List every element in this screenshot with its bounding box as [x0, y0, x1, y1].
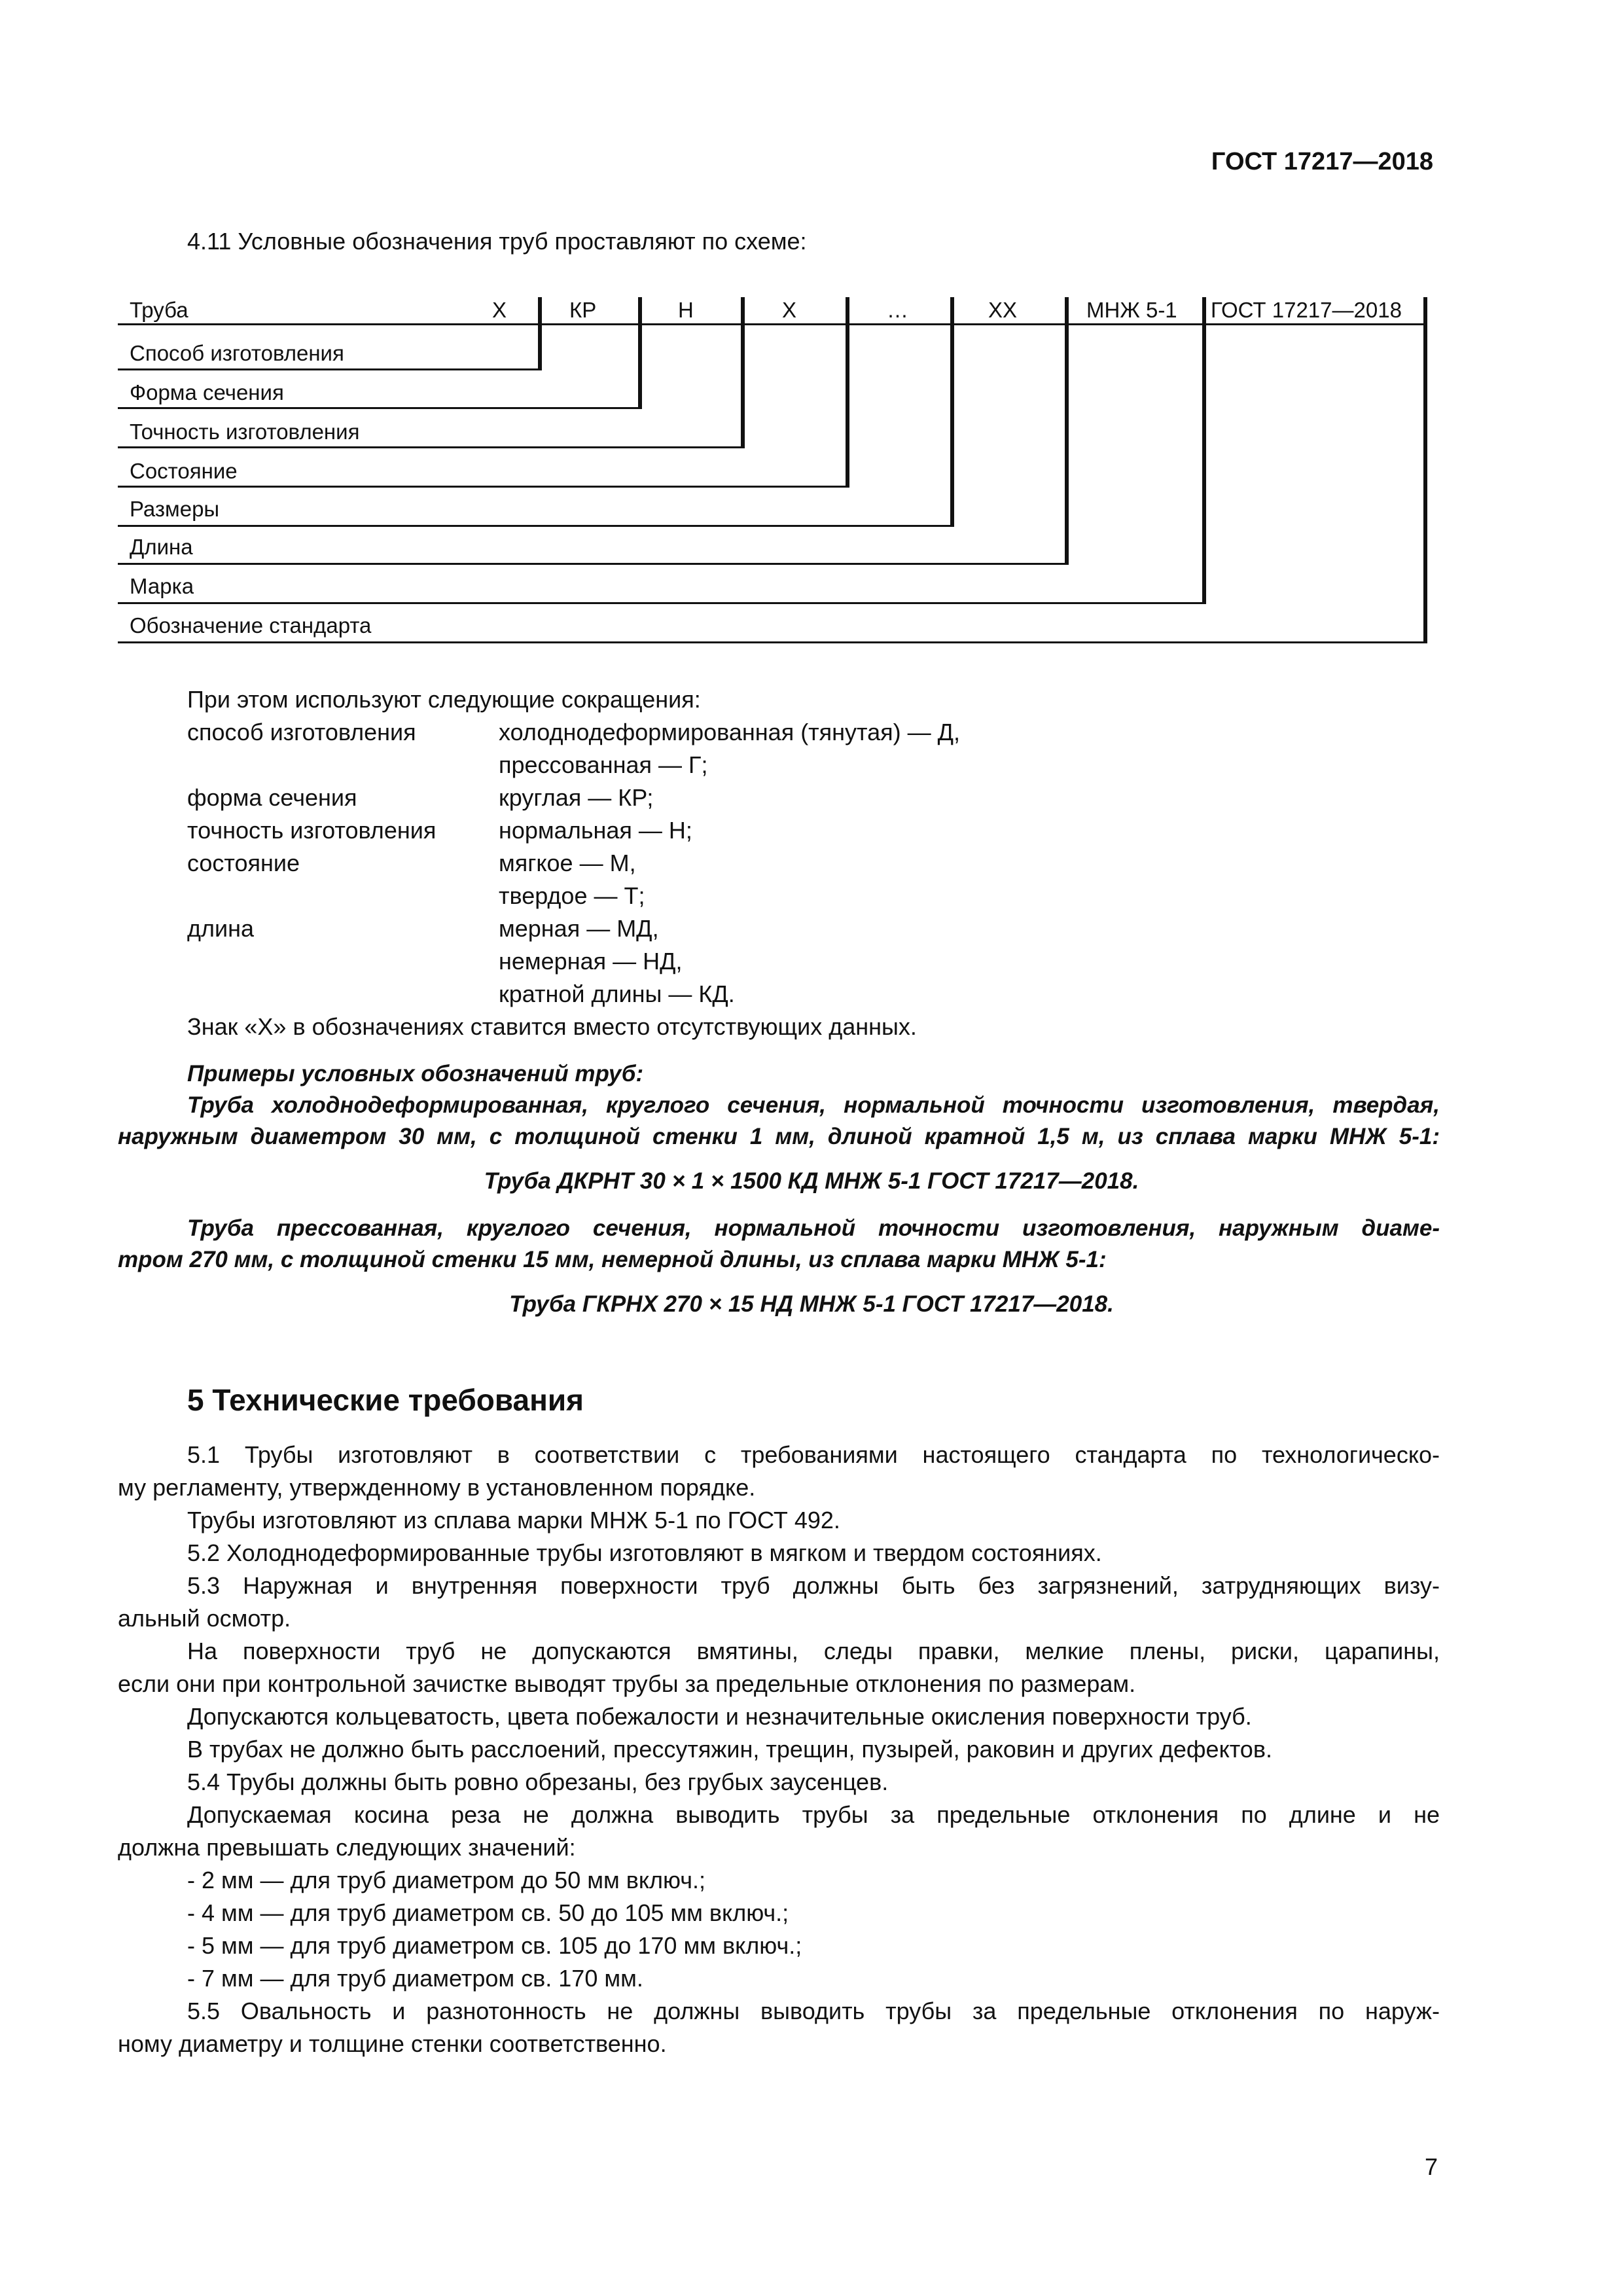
example-2-line-1: Труба прессованная, круглого сечения, нормальной точности изготовления, наружным диаме- [187, 1215, 1440, 1241]
scheme-drop-length [1065, 297, 1069, 565]
abbr-term: длина [187, 915, 255, 942]
scheme-drop-state [846, 297, 849, 488]
scheme-code-grade: МНЖ 5-1 [1086, 298, 1177, 322]
list-item: - 5 мм — для труб диаметром св. 105 до 170 мм включ.; [187, 1932, 802, 1959]
p-5-3-c: Допускаются кольцеватость, цвета побежалости и незначительные окисления поверхности труб. [187, 1703, 1252, 1730]
scheme-drop-sizes [950, 297, 954, 527]
abbr-term: точность изготовления [187, 817, 437, 844]
abbr-value: прессованная — Г; [499, 751, 708, 778]
examples-title: Примеры условных обозначений труб: [187, 1061, 644, 1086]
scheme-code-state: Х [782, 298, 797, 322]
scheme-drop-shape [638, 297, 642, 409]
scheme-label-shape: Форма сечения [130, 380, 284, 404]
scheme-line-method [118, 368, 540, 370]
p-5-1-line-1: 5.1 Трубы изготовляют в соответствии с требованиями настоящего стандарта по технологическо- [187, 1441, 1440, 1468]
abbr-value: немерная — НД, [499, 948, 683, 975]
list-item: - 2 мм — для труб диаметром до 50 мм включ.; [187, 1867, 705, 1893]
scheme-drop-precision [741, 297, 745, 448]
scheme-label-precision: Точность изготовления [130, 420, 360, 444]
example-1-code: Труба ДКРНТ 30 × 1 × 1500 КД МНЖ 5-1 ГОСТ 17217—2018. [484, 1168, 1139, 1194]
abbr-value: мерная — МД, [499, 915, 659, 942]
scheme-line-standard [118, 641, 1425, 643]
p-5-4-b-line-1: Допускаемая косина реза не должна выводить трубы за предельные отклонения по длине и не [187, 1801, 1440, 1828]
example-1-line-2: наружным диаметром 30 мм, с толщиной стенки 1 мм, длиной кратной 1,5 м, из сплава марки МНЖ 5-1: [118, 1124, 1440, 1149]
scheme-line-precision [118, 446, 743, 448]
example-2-line-2: тром 270 мм, с толщиной стенки 15 мм, немерной длины, из сплава марки МНЖ 5-1: [118, 1247, 1107, 1272]
scheme-code-precision: Н [678, 298, 694, 322]
p-5-1-line-2: му регламенту, утвержденному в установленном порядке. [118, 1474, 756, 1501]
abbr-value: круглая — КР; [499, 784, 654, 811]
p-5-4: 5.4 Трубы должны быть ровно обрезаны, без грубых заусенцев. [187, 1768, 889, 1795]
scheme-drop-grade [1202, 297, 1206, 604]
scheme-code-shape: КР [569, 298, 597, 322]
scheme-code-truba: Труба [130, 298, 188, 322]
scheme-label-sizes: Размеры [130, 497, 220, 521]
abbr-term: форма сечения [187, 784, 357, 811]
scheme-label-length: Длина [130, 535, 193, 559]
p-5-5-line-2: ному диаметру и толщине стенки соответственно. [118, 2030, 667, 2057]
list-item: - 7 мм — для труб диаметром св. 170 мм. [187, 1965, 643, 1992]
abbr-value: кратной длины — КД. [499, 980, 735, 1007]
abbr-term: способ изготовления [187, 719, 416, 745]
scheme-label-standard: Обозначение стандарта [130, 613, 372, 637]
scheme-label-state: Состояние [130, 459, 238, 483]
abbr-value: нормальная — Н; [499, 817, 692, 844]
abbr-value: мягкое — М, [499, 850, 636, 876]
clause-4-11: 4.11 Условные обозначения труб проставляют по схеме: [187, 228, 807, 255]
scheme-code-sizes: … [887, 298, 908, 322]
scheme-line-state [118, 486, 847, 488]
section-5-title: 5 Технические требования [187, 1383, 584, 1417]
scheme-line-sizes [118, 525, 952, 527]
page-number: 7 [1424, 2153, 1438, 2180]
scheme-code-method: Х [492, 298, 507, 322]
standard-header: ГОСТ 17217—2018 [1211, 148, 1433, 175]
scheme-label-method: Способ изготовления [130, 341, 344, 365]
scheme-drop-standard [1423, 297, 1427, 643]
list-item: - 4 мм — для труб диаметром св. 50 до 105 мм включ.; [187, 1899, 789, 1926]
p-5-3-d: В трубах не должно быть расслоений, прессутяжин, трещин, пузырей, раковин и других дефектов. [187, 1736, 1272, 1763]
p-5-5-line-1: 5.5 Овальность и разнотонность не должны выводить трубы за предельные отклонения по наруж- [187, 1998, 1440, 2024]
p-5-4-b-line-2: должна превышать следующих значений: [118, 1834, 576, 1861]
example-2-code: Труба ГКРНХ 270 × 15 НД МНЖ 5-1 ГОСТ 17217—2018. [509, 1291, 1114, 1317]
p-5-1-b: Трубы изготовляют из сплава марки МНЖ 5-1 по ГОСТ 492. [187, 1507, 840, 1534]
abbreviations-note: Знак «Х» в обозначениях ставится вместо отсутствующих данных. [187, 1013, 917, 1040]
scheme-label-grade: Марка [130, 574, 194, 598]
scheme-line-grade [118, 602, 1204, 604]
abbr-value: твердое — Т; [499, 882, 645, 909]
p-5-2: 5.2 Холоднодеформированные трубы изготовляют в мягком и твердом состояниях. [187, 1539, 1102, 1566]
p-5-3-b-line-2: если они при контрольной зачистке выводят трубы за предельные отклонения по размерам. [118, 1670, 1136, 1697]
scheme-drop-method [538, 297, 542, 370]
abbr-value: холоднодеформированная (тянутая) — Д, [499, 719, 961, 745]
scheme-code-standard: ГОСТ 17217—2018 [1211, 298, 1402, 322]
abbreviations-intro: При этом используют следующие сокращения: [187, 686, 701, 713]
scheme-line-shape [118, 407, 640, 409]
p-5-3-line-1: 5.3 Наружная и внутренняя поверхности труб должны быть без загрязнений, затрудняющих визу- [187, 1572, 1440, 1599]
scheme-line-length [118, 563, 1067, 565]
example-1-line-1: Труба холоднодеформированная, круглого сечения, нормальной точности изготовления, твердая, [187, 1092, 1440, 1118]
p-5-3-b-line-1: На поверхности труб не допускаются вмятины, следы правки, мелкие плены, риски, царапины, [187, 1638, 1440, 1664]
scheme-code-length: ХХ [988, 298, 1018, 322]
scheme-top-line [118, 323, 1423, 325]
abbr-term: состояние [187, 850, 300, 876]
p-5-3-line-2: альный осмотр. [118, 1605, 291, 1632]
